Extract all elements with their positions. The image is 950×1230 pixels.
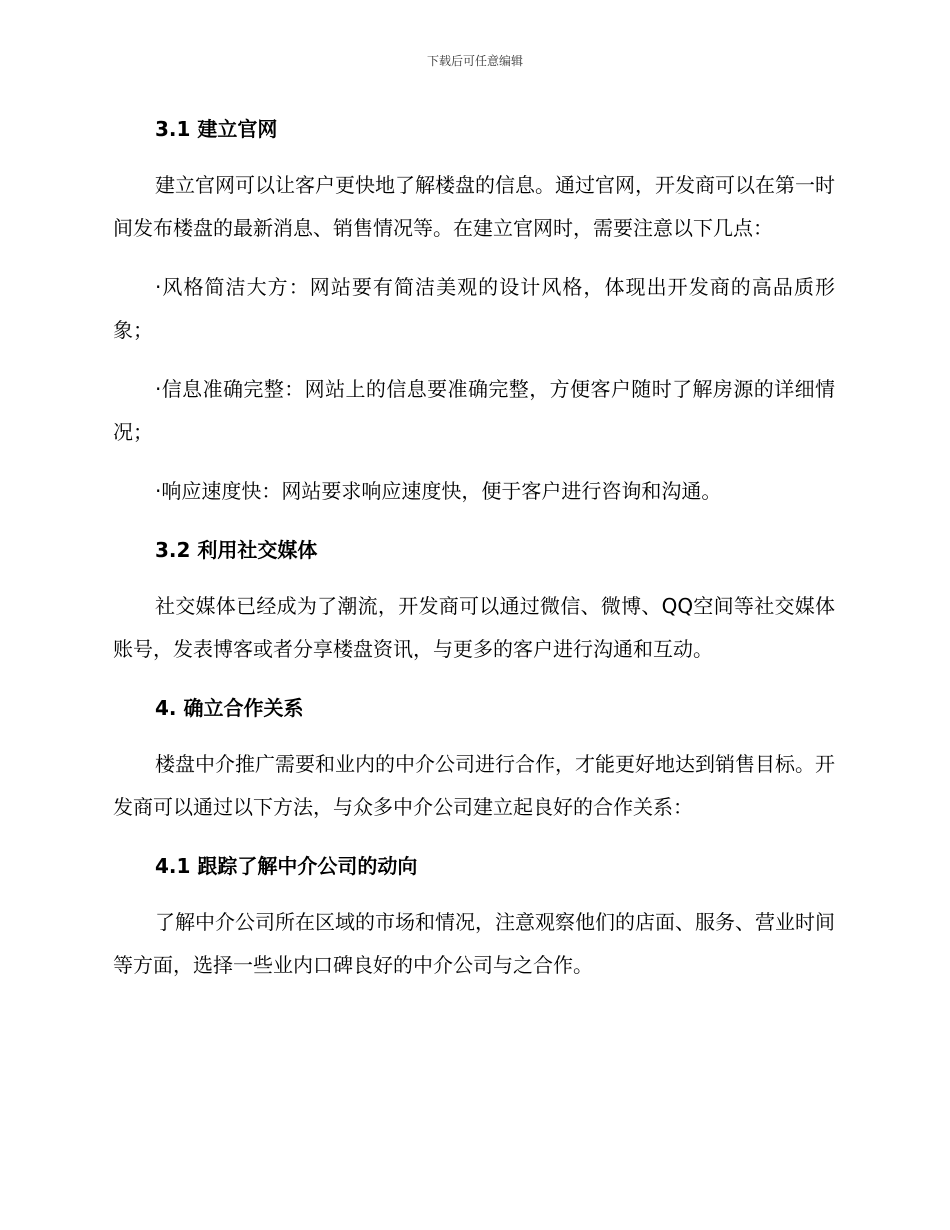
section-heading-3-1: 3.1 建立官网	[155, 117, 278, 141]
paragraph-social-media: 社交媒体已经成为了潮流，开发商可以通过微信、微博、QQ空间等社交媒体账号，发表博客或者分享楼盘资讯，与更多的客户进行沟通和互动。	[113, 594, 835, 661]
section-heading-4: 4. 确立合作关系	[155, 696, 304, 720]
page-header-note: 下载后可任意编辑	[426, 54, 523, 68]
section-heading-3-2: 3.2 利用社交媒体	[155, 538, 318, 562]
document-body	[113, 108, 835, 987]
bullet-info-accuracy: ·信息准确完整：网站上的信息要准确完整，方便客户随时了解房源的详细情况；	[113, 377, 835, 444]
paragraph-official-site-intro: 建立官网可以让客户更快地了解楼盘的信息。通过官网，开发商可以在第一时间发布楼盘的最新消息、销售情况等。在建立官网时，需要注意以下几点：	[113, 173, 835, 240]
paragraph-partnership: 楼盘中介推广需要和业内的中介公司进行合作，才能更好地达到销售目标。开发商可以通过以下方法，与众多中介公司建立起良好的合作关系：	[113, 752, 835, 819]
bullet-response-speed: ·响应速度快：网站要求响应速度快，便于客户进行咨询和沟通。	[155, 479, 722, 503]
bullet-style: ·风格简洁大方：网站要有简洁美观的设计风格，体现出开发商的高品质形象；	[113, 275, 835, 342]
paragraph-track-agencies: 了解中介公司所在区域的市场和情况，注意观察他们的店面、服务、营业时间等方面，选择一些业内口碑良好的中介公司与之合作。	[113, 910, 835, 977]
section-heading-4-1: 4.1 跟踪了解中介公司的动向	[155, 854, 418, 878]
